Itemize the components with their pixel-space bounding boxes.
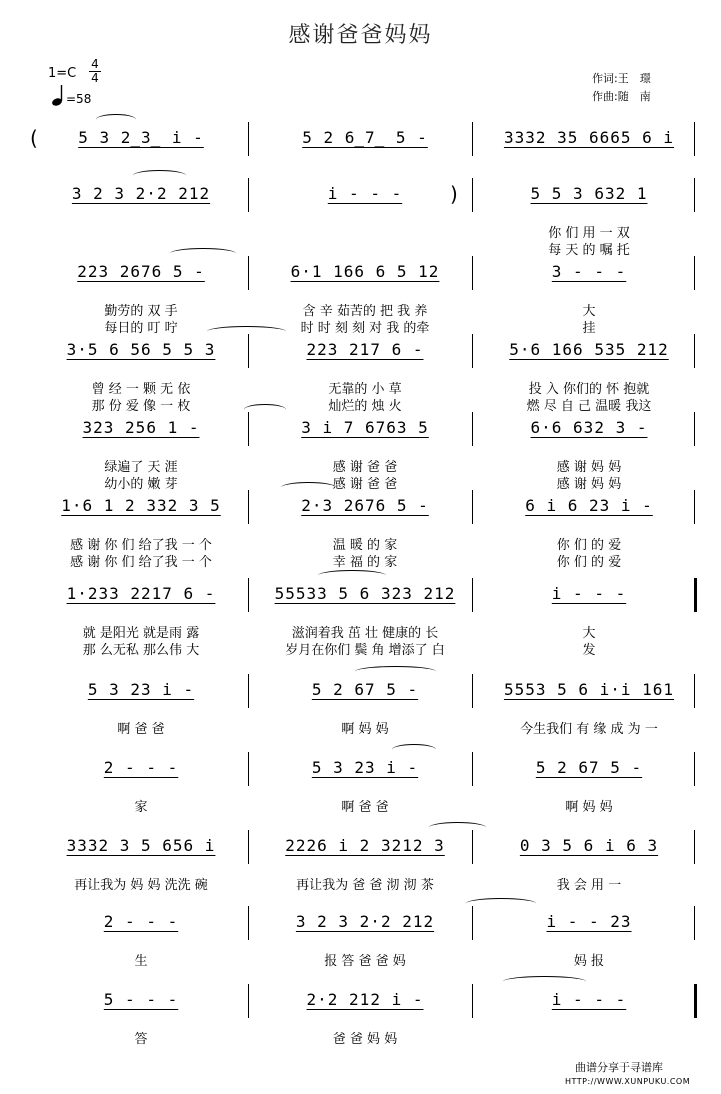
lyrics-verse-1 (36, 718, 696, 737)
measure-group: 5 2 67 5 - (311, 680, 419, 699)
lyric-segment: 生 (134, 954, 148, 969)
time-signature-bottom: 4 (89, 71, 101, 85)
bar-line (694, 752, 695, 786)
lyric-segment: 就 是阳光 就是雨 露 (82, 626, 200, 641)
lyric-segment: 含 辛 茹苦的 把 我 养 (302, 304, 428, 319)
bar-line (472, 830, 473, 864)
bar-line (472, 984, 473, 1018)
lyric-segment: 啊 妈 妈 (341, 722, 389, 737)
measure-group: 3332 35 6665 6 i (503, 128, 675, 147)
footer-url: HTTP://WWW.XUNPUKU.COM (565, 1077, 691, 1086)
measure-group: 5 3 23 i - (311, 758, 419, 777)
measure-group: 5553 5 6 i·i 161 (503, 680, 675, 699)
notation-line (36, 418, 696, 442)
lyric-segment: 啊 妈 妈 (565, 800, 613, 815)
lyric-segment: 大 (582, 626, 596, 641)
lyrics-verse-2 (36, 317, 696, 336)
measure-group: 2·2 212 i - (306, 990, 424, 1009)
slur-mark (244, 404, 286, 415)
measure-group: 5 2 6̲7̲ 5 - (302, 128, 428, 147)
final-bar-line (694, 984, 697, 1018)
lyric-segment: 再让我为 妈 妈 洗洗 碗 (74, 878, 208, 893)
bar-line (248, 906, 249, 940)
lyric-segment: 我 会 用 一 (556, 878, 622, 893)
measure-group: 0 3 5 6 i 6 3 (519, 836, 659, 855)
bar-line (248, 256, 249, 290)
notation-line (36, 584, 696, 608)
measure-group: 3 2 3 2·2 212 (295, 912, 435, 931)
lyric-segment: 灿烂的 烛 火 (328, 399, 402, 414)
bar-line (472, 178, 473, 212)
measure-group: 6·1 166 6 5 12 (290, 262, 440, 281)
intro-close-paren: ) (450, 182, 458, 206)
lyric-segment: 幼小的 嫩 芽 (104, 477, 178, 492)
measure-group: 2·3 2676 5 - (301, 496, 429, 515)
notation-line (36, 680, 696, 704)
bar-line (472, 256, 473, 290)
measure-group: 5 3 23 i - (87, 680, 195, 699)
lyric-segment: 你 们 的 爱 (556, 555, 622, 570)
lyrics-verse-2 (36, 395, 696, 414)
measure-group: 3·5 6 56 5 5 3 (66, 340, 216, 359)
footer-site-name: 曲谱分享于寻谱库 (575, 1061, 663, 1074)
notation-line (36, 836, 696, 860)
time-signature-top: 4 (91, 57, 99, 71)
slur-mark (133, 170, 186, 181)
measure-group: 2 - - - (103, 758, 179, 777)
measure-group: 1·6 1 2 332 3 5 (61, 496, 221, 515)
tempo-value: =58 (66, 92, 92, 106)
slur-mark (170, 248, 236, 259)
bar-line (472, 122, 473, 156)
intro-open-paren: ( (30, 126, 38, 150)
lyric-segment: 今生我们 有 缘 成 为 一 (520, 722, 658, 737)
measure-group: 3 - - - (551, 262, 627, 281)
lyric-segment: 感 谢 你 们 给了我 一 个 (70, 538, 212, 553)
lyric-segment: 温 暖 的 家 (332, 538, 398, 553)
bar-line (694, 122, 695, 156)
lyric-segment: 那 么无私 那么伟 大 (82, 643, 200, 658)
lyric-segment: 啊 爸 爸 (117, 722, 165, 737)
lyric-segment: 感 谢 妈 妈 (556, 460, 622, 475)
lyric-segment: 曾 经 一 颗 无 依 (91, 382, 191, 397)
notation-line (36, 912, 696, 936)
lyric-segment: 感 谢 妈 妈 (556, 477, 622, 492)
lyric-segment: 啊 爸 爸 (341, 800, 389, 815)
slur-mark (207, 326, 286, 337)
lyrics-verse-1 (36, 950, 696, 969)
lyric-segment: 每 天 的 嘱 托 (548, 243, 630, 258)
lyrics-verse-1 (36, 874, 696, 893)
notation-line (36, 758, 696, 782)
notation-line (36, 496, 696, 520)
bar-line (472, 906, 473, 940)
measure-group: 3332 3 5 656 i (66, 836, 216, 855)
lyrics-verse-2 (36, 967, 696, 983)
measure-group: 5 - - - (103, 990, 179, 1009)
lyricist-credit: 作词:王 璟 (592, 72, 651, 85)
lyrics-verse-1 (36, 456, 696, 475)
lyric-segment: 你 们 的 爱 (556, 538, 622, 553)
lyric-segment: 挂 (582, 321, 596, 336)
measure-group: 6·6 632 3 - (530, 418, 648, 437)
measure-group: i - - 23 (546, 912, 632, 931)
measure-group: i - - - (551, 990, 627, 1009)
lyric-segment: 岁月在你们 鬓 角 增添了 白 (285, 643, 445, 658)
slur-mark (392, 744, 436, 755)
bar-line (248, 490, 249, 524)
measure-group: 5 3 2̲3̲ i - (78, 128, 204, 147)
lyrics-verse-1 (36, 1028, 696, 1047)
measure-group: i - - - (327, 184, 403, 203)
bar-line (248, 752, 249, 786)
measure-group: 3 2 3 2·2 212 (71, 184, 211, 203)
lyric-segment: 感 谢 爸 爸 (332, 477, 398, 492)
measure-group: 5·6 166 535 212 (509, 340, 669, 359)
lyric-segment: 感 谢 你 们 给了我 一 个 (70, 555, 212, 570)
bar-line (248, 830, 249, 864)
lyrics-verse-1 (36, 796, 696, 815)
bar-line (694, 412, 695, 446)
slur-mark (355, 666, 436, 677)
bar-line (248, 334, 249, 368)
slur-mark (318, 570, 386, 581)
lyrics-verse-1 (36, 300, 696, 319)
lyrics-verse-1 (36, 534, 696, 553)
key-signature: 1=C (48, 66, 77, 81)
measure-group: i - - - (551, 584, 627, 603)
measure-group: 3 i 7 6763 5 (301, 418, 429, 437)
lyrics-verse-1 (36, 378, 696, 397)
lyric-segment: 爸 爸 妈 妈 (332, 1032, 398, 1047)
slur-mark (281, 482, 336, 493)
bar-line (248, 122, 249, 156)
bar-line (694, 334, 695, 368)
notation-line (36, 184, 696, 208)
lyrics-verse-2 (36, 891, 696, 907)
measure-group: 1·233 2217 6 - (66, 584, 216, 603)
bar-line (248, 674, 249, 708)
lyric-segment: 勤劳的 双 手 (104, 304, 178, 319)
bar-line (472, 490, 473, 524)
lyric-segment: 滋润着我 茁 壮 健康的 长 (291, 626, 439, 641)
bar-line (694, 178, 695, 212)
slur-mark (429, 822, 486, 833)
lyric-segment: 无靠的 小 草 (328, 382, 402, 397)
lyric-segment: 大 (582, 304, 596, 319)
slur-mark (503, 976, 586, 987)
lyric-segment: 发 (582, 643, 596, 658)
lyrics-verse-2 (36, 639, 696, 658)
notation-line (36, 262, 696, 286)
bar-line (694, 256, 695, 290)
lyrics-verse-2 (36, 551, 696, 570)
bar-line (694, 906, 695, 940)
lyrics-verse-2 (36, 735, 696, 751)
bar-line (472, 412, 473, 446)
lyric-segment: 感 谢 爸 爸 (332, 460, 398, 475)
lyric-segment: 投 入 你们的 怀 抱就 (528, 382, 650, 397)
measure-group: 2 - - - (103, 912, 179, 931)
lyric-segment: 妈 报 (573, 954, 605, 969)
notation-line (36, 340, 696, 364)
slur-mark (96, 114, 136, 125)
bar-line (248, 984, 249, 1018)
measure-group: 2226 i 2 3212 3 (285, 836, 445, 855)
lyric-segment: 答 (134, 1032, 148, 1047)
measure-group: 6 i 6 23 i - (525, 496, 653, 515)
lyric-segment: 燃 尽 自 己 温暖 我这 (526, 399, 652, 414)
measure-group: 5 2 67 5 - (535, 758, 643, 777)
lyrics-verse-1 (36, 222, 696, 241)
bar-line (472, 578, 473, 612)
lyrics-verse-2 (36, 473, 696, 492)
lyrics-verse-2 (36, 813, 696, 829)
notation-line (30, 126, 696, 152)
composer-credit: 作曲:随 南 (592, 90, 651, 103)
bar-line (248, 412, 249, 446)
bar-line (694, 830, 695, 864)
bar-line (248, 178, 249, 212)
bar-line (472, 752, 473, 786)
lyrics-verse-2 (36, 239, 696, 258)
lyric-segment: 绿遍了 天 涯 (104, 460, 178, 475)
lyric-segment: 你 们 用 一 双 (548, 226, 630, 241)
time-signature (89, 58, 101, 85)
notation-line (36, 990, 696, 1014)
lyric-segment: 再让我为 爸 爸 沏 沏 茶 (296, 878, 434, 893)
lyrics-verse-1 (36, 622, 696, 641)
bar-line (694, 674, 695, 708)
measure-group: 5 5 3 632 1 (530, 184, 648, 203)
measure-group: 223 2676 5 - (77, 262, 205, 281)
bar-line (248, 578, 249, 612)
bar-line (472, 674, 473, 708)
measure-group: 323 256 1 - (82, 418, 200, 437)
slur-mark (466, 898, 536, 909)
bar-line (694, 578, 697, 612)
lyric-segment: 报 答 爸 爸 妈 (324, 954, 406, 969)
bar-line (472, 334, 473, 368)
lyric-segment: 家 (134, 800, 148, 815)
lyric-segment: 幸 福 的 家 (332, 555, 398, 570)
lyric-segment: 那 份 爱 像 一 枚 (91, 399, 191, 414)
measure-group: 223 217 6 - (306, 340, 424, 359)
measure-group: 55533 5 6 323 212 (274, 584, 456, 603)
lyric-segment: 每日的 叮 咛 (104, 321, 178, 336)
bar-line (694, 490, 695, 524)
song-title: 感谢爸爸妈妈 (288, 23, 433, 48)
lyric-segment: 时 时 刻 刻 对 我 的牵 (300, 321, 430, 336)
